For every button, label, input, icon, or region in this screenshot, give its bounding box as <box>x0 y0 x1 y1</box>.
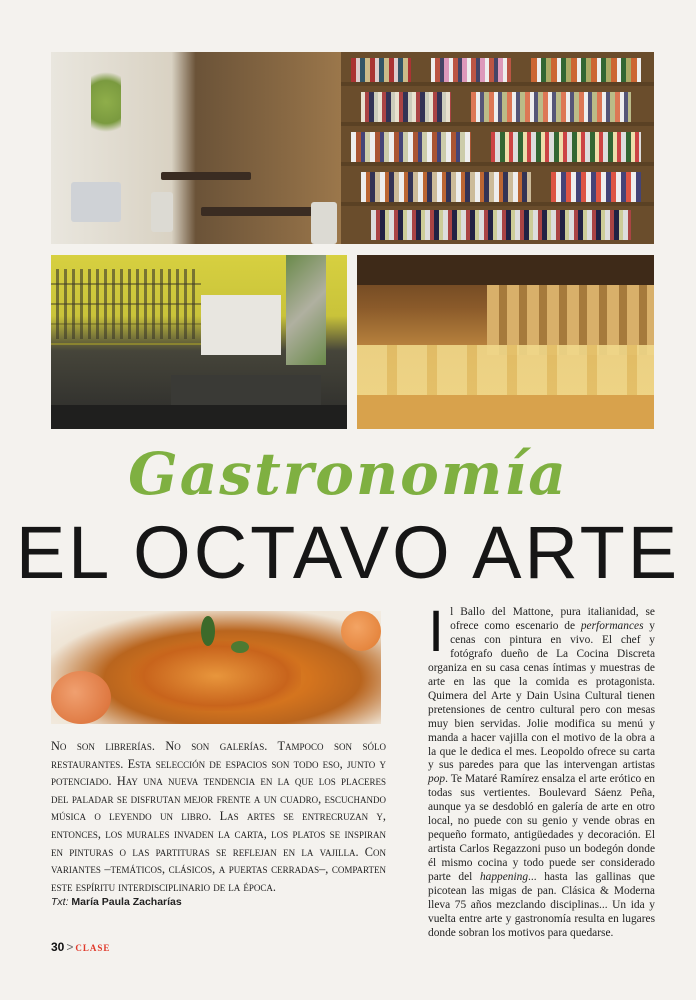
bookstore-restaurant-photo <box>51 52 654 244</box>
dining-room-photo <box>357 255 654 429</box>
arrow-icon: > <box>66 940 74 954</box>
page-footer <box>51 940 110 954</box>
lead-paragraph: No son librerías. No son galerías. Tampoco son sólo restaurantes. Esta selección de espacios son todo eso, junto y potenciado. Hay una nueva tendencia en la que los placeres del paladar se disfrutan mejor frente a un cuadro, escuchando música o leyendo un libro. Las artes se entrecruzan y, entonces, los murales invaden la carta, los platos se inspiran en pinturas o las partituras se reflejan en la vajilla. Con variantes –temáticos, clásicos, a puertas cerradas–, comparten este espíritu interdisciplinario de la época. <box>51 739 386 894</box>
magazine-brand: CLASE <box>75 943 111 953</box>
byline <box>51 896 182 908</box>
section-kicker: Gastronomía <box>128 440 568 508</box>
food-dish-photo <box>51 611 381 724</box>
body-text: . Te Mataré Ramírez ensalza el arte erótico en todas sus vertientes. Boulevard Sáenz Peña, aunque ya se desdobló en galería de arte en otro local, no puede con su genio y vende obras en pequeño formato, antigüedades y decoración. El artista Carlos Regazzoni puso un bodegón donde él mismo cocina y todo puede ser considerado parte del <box>428 773 655 884</box>
body-text: ... hasta las gallinas que picotean las migas de pan. Clásica & Moderna lleva 75 años mezclando disciplinas... Un ida y vuelta entre arte y gastronomía resulta en lugares donde sobran los motivos para quedarse. <box>428 871 655 939</box>
article-headline: EL OCTAVO ARTE <box>15 511 681 594</box>
byline-label: Txt: <box>51 896 69 908</box>
drop-cap: I <box>428 599 445 664</box>
article-lead <box>51 738 386 896</box>
body-text: y cenas con pintura en vivo. El chef y fotógrafo dueño de La Cocina Discreta organiza en su casa cenas íntimas y muestras de arte en las que la comida es protagonista. Quimera del Arte y Dain Usina Cultural tienen pretensiones de centro cultural pero con mesas muy bien servidas. Jolie modifica su menú y manda a hacer vajilla con el motivo de la obra a la que le dedica el mes. Leopoldo ofrece su carta y sus paredes para que las intervengan artistas <box>428 619 655 772</box>
author-name: María Paula Zacharías <box>71 896 182 908</box>
bar-interior-photo <box>51 255 347 429</box>
body-emphasis: pop <box>428 773 446 786</box>
article-body <box>428 599 655 941</box>
body-emphasis: happening <box>479 871 529 884</box>
body-emphasis: performances <box>580 619 644 632</box>
body-text: l Ballo del Mattone, pura italianidad, se ofrece como escenario de <box>450 606 655 632</box>
page-number: 30 <box>51 940 65 954</box>
